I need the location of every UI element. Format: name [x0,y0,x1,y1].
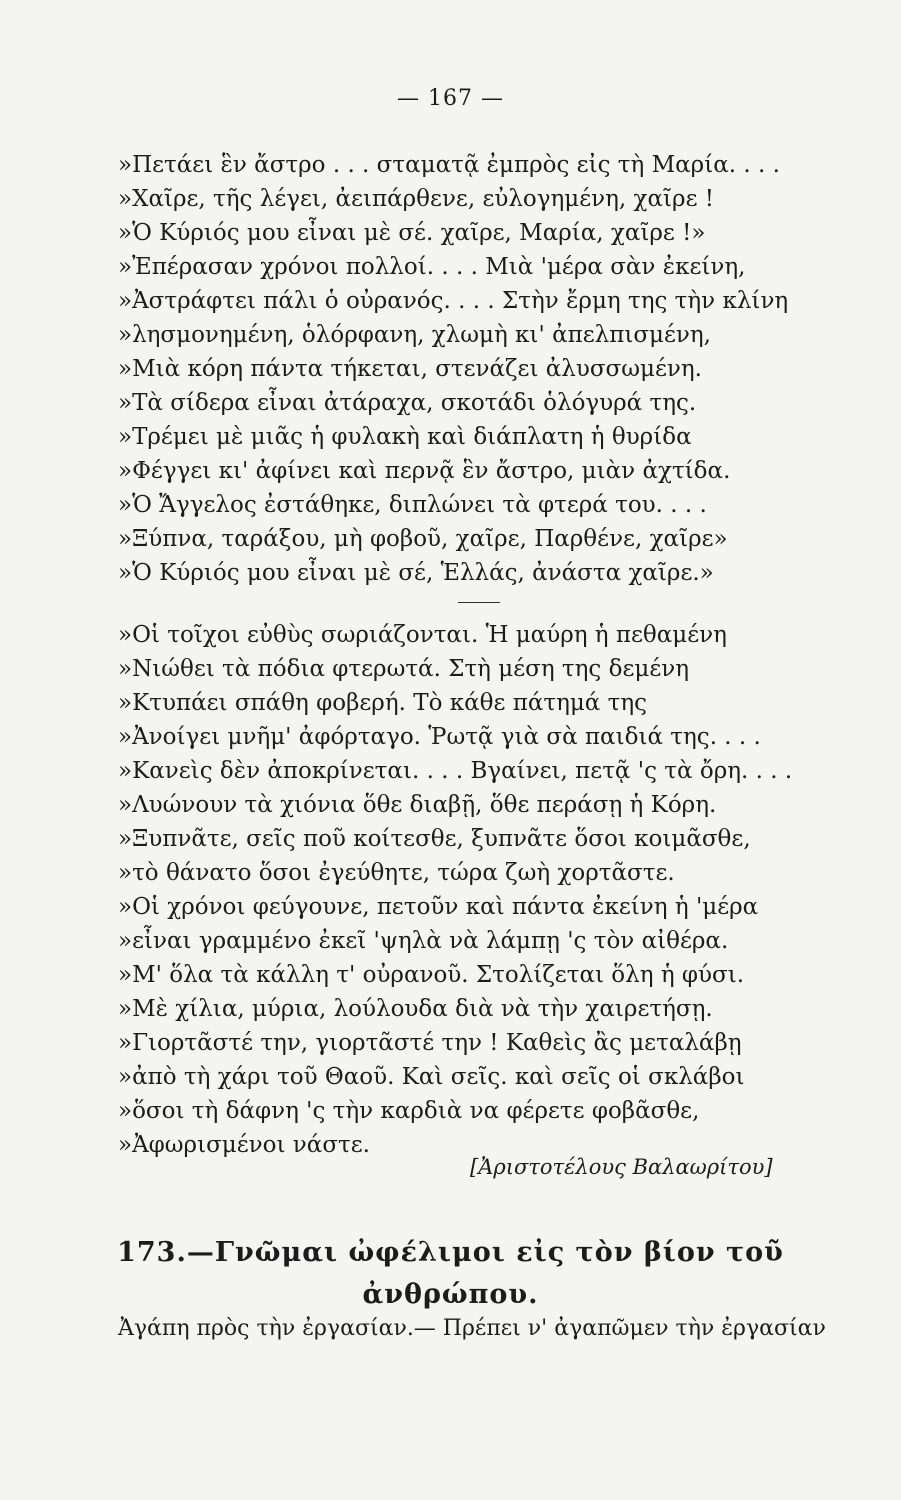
poem-line: »Οἱ χρόνοι φεύγουνε, πετοῦν καὶ πάντα ἐκείνη ἡ 'μέρα [118,894,759,920]
section-divider [458,602,500,603]
poem-line: »Πετάει ἓν ἄστρο . . . σταματᾷ ἐμπρὸς εἰς τὴ Μαρία. . . . [118,152,780,178]
poem-line: »Οἱ τοῖχοι εὐθὺς σωριάζονται. Ἡ μαύρη ἡ πεθαμένη [118,622,727,648]
poem-line: »Χαῖρε, τῆς λέγει, ἀειπάρθενε, εὐλογημένη, χαῖρε ! [118,186,715,212]
poem-line: »Μ' ὅλα τὰ κάλλη τ' οὐρανοῦ. Στολίζεται ὅλη ἡ φύσι. [118,962,745,988]
poem-line: »Τρέμει μὲ μιᾶς ἡ φυλακὴ καὶ διάπλατη ἡ θυρίδα [118,424,692,450]
poem-line: »Τὰ σίδερα εἶναι ἀτάραχα, σκοτάδι ὁλόγυρά της. [118,390,697,416]
poem-line: »Ὁ Κύριός μου εἶναι μὲ σέ, Ἑλλάς, ἀνάστα χαῖρε.» [118,560,714,586]
poem-line: »Λυώνουν τὰ χιόνια ὅθε διαβῇ, ὅθε περάσῃ ἡ Κόρη. [118,792,717,818]
poem-line: »Ἀστράφτει πάλι ὁ οὐρανός. . . . Στὴν ἔρμη της τὴν κλίνη [118,288,789,314]
poem-line: »Νιώθει τὰ πόδια φτερωτά. Στὴ μέση της δεμένη [118,656,690,682]
poem-line: »Φέγγει κι' ἀφίνει καὶ περνᾷ ἓν ἄστρο, μιὰν ἀχτίδα. [118,458,731,484]
poem-line: »Κτυπάει σπάθη φοβερή. Τὸ κάθε πάτημά της [118,690,648,716]
poem-line: »Γιορτᾶστέ την, γιορτᾶστέ την ! Καθεὶς ἂς μεταλάβῃ [118,1030,742,1056]
poem-line: »Ὁ Ἄγγελος ἐστάθηκε, διπλώνει τὰ φτερά του. . . . [118,492,707,518]
poem-attribution: [Ἀριστοτέλους Βαλαωρίτου] [470,1155,773,1179]
poem-line: »Ἀφωρισμένοι νάστε. [118,1132,370,1158]
poem-line: »ὅσοι τὴ δάφνη 'ς τὴν καρδιὰ να φέρετε φοβᾶσθε, [118,1098,700,1124]
poem-line: »Ἀνοίγει μνῆμ' ἀφόρταγο. Ῥωτᾷ γιὰ σὰ παιδιά της. . . . [118,724,761,750]
poem-line: »Ἐπέρασαν χρόνοι πολλοί. . . . Μιὰ 'μέρα σὰν ἐκείνη, [118,254,746,280]
poem-line: »τὸ θάνατο ὅσοι ἐγεύθητε, τώρα ζωὴ χορτᾶστε. [118,860,675,886]
poem-line: »λησμονημένη, ὁλόρφανη, χλωμὴ κι' ἀπελπισμένη, [118,322,711,348]
poem-line: »Ξυπνᾶτε, σεῖς ποῦ κοίτεσθε, ξυπνᾶτε ὅσοι κοιμᾶσθε, [118,826,751,852]
section-heading [0,1232,901,1316]
paragraph-start: Ἀγάπη πρὸς τὴν ἐργασίαν.— Πρέπει ν' ἀγαπῶμεν τὴν ἐργασίαν [118,1316,826,1341]
poem-line: »ἀπὸ τὴ χάρι τοῦ Θαοῦ. Καὶ σεῖς. καὶ σεῖς οἱ σκλάβοι [118,1064,745,1090]
poem-line: »Κανεὶς δὲν ἀποκρίνεται. . . . Βγαίνει, πετᾷ 'ς τὰ ὄρη. . . . [118,758,793,784]
poem-line: »εἶναι γραμμένο ἐκεῖ 'ψηλὰ νὰ λάμπῃ 'ς τὸν αἰθέρα. [118,928,729,954]
poem-line: »Μὲ χίλια, μύρια, λούλουδα διὰ νὰ τὴν χαιρετήσῃ. [118,996,713,1022]
page-number: — 167 — [397,86,504,111]
poem-line: »Ὁ Κύριός μου εἶναι μὲ σέ. χαῖρε, Μαρία, χαῖρε !» [118,220,706,246]
poem-line: »Μιὰ κόρη πάντα τήκεται, στενάζει ἀλυσσωμένη. [118,356,702,382]
section-heading-line: ἀνθρώπου. [362,1279,539,1310]
section-heading-line: 173.—Γνῶμαι ὠφέλιμοι εἰς τὸν βίον τοῦ [117,1237,784,1268]
poem-line: »Ξύπνα, ταράξου, μὴ φοβοῦ, χαῖρε, Παρθένε, χαῖρε» [118,526,728,552]
